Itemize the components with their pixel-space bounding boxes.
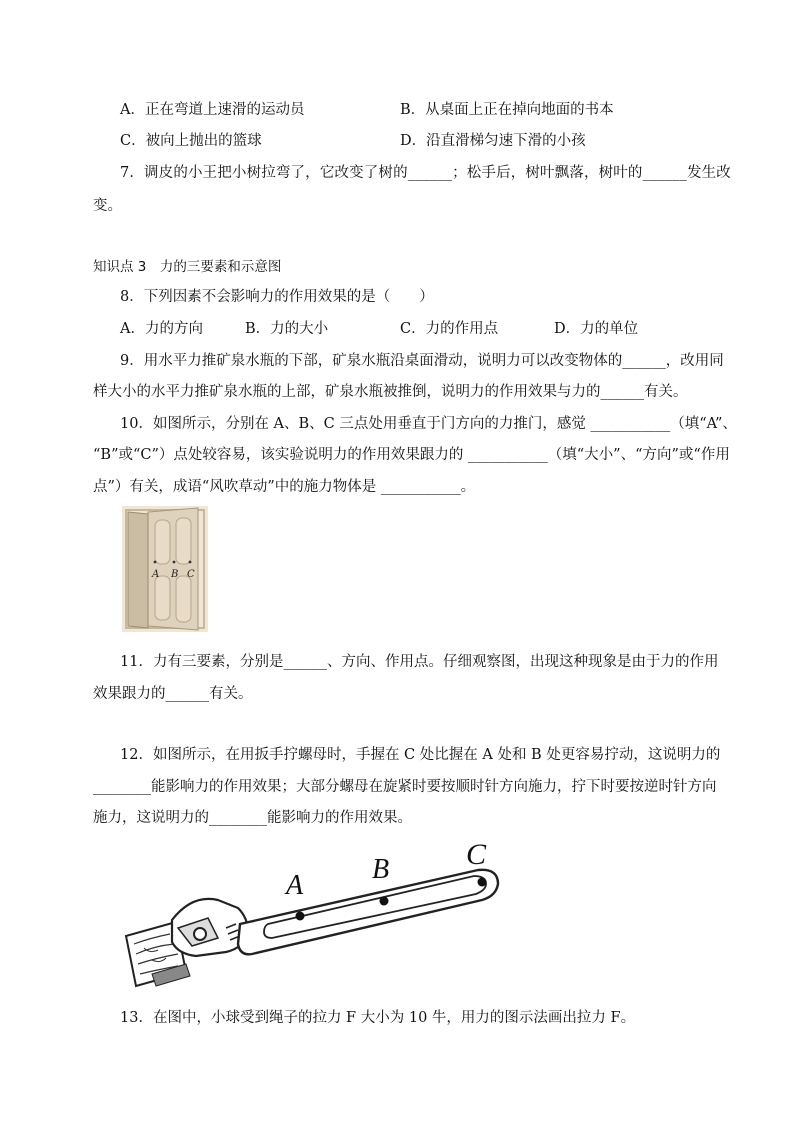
wrench-label-a: A: [286, 870, 304, 901]
q10-line1: 10．如图所示，分别在 A、B、C 三点处用垂直于门方向的力推门，感觉 ___________（填“A”、: [120, 416, 737, 432]
door-label-c: C: [187, 569, 195, 580]
q6-option-c: C．被向上抛出的篮球: [120, 133, 262, 149]
wrench-label-c: C: [466, 838, 487, 871]
door-label-b: B: [171, 569, 179, 580]
q8-stem: 8．下列因素不会影响力的作用效果的是（ ）: [120, 289, 434, 305]
q6-option-d: D．沿直滑梯匀速下滑的小孩: [400, 133, 586, 149]
wrench-illustration: [122, 836, 502, 1000]
q12-line3: 施力，这说明力的________能影响力的作用效果。: [93, 810, 412, 826]
q8-option-d: D．力的单位: [554, 321, 639, 337]
section-heading: 知识点 3 力的三要素和示意图: [93, 259, 282, 275]
q8-option-b: B．力的大小: [245, 321, 329, 337]
q10-line3: 点”）有关，成语“风吹草动”中的施力物体是 ___________。: [93, 479, 476, 495]
q13-line1: 13．在图中，小球受到绳子的拉力 F 大小为 10 牛，用力的图示法画出拉力 F。: [120, 1010, 636, 1026]
door-illustration: [122, 506, 208, 632]
door-figure: [122, 506, 208, 632]
q8-option-c: C．力的作用点: [400, 321, 499, 337]
q10-line2: “B”或“C”）点处较容易，该实验说明力的作用效果跟力的 ___________（填“大小”、“方向”或“作用: [93, 447, 730, 463]
q6-option-a: A．正在弯道上速滑的运动员: [120, 102, 305, 118]
q7-line2: 变。: [93, 198, 122, 214]
q12-line1: 12．如图所示，在用扳手拧螺母时，手握在 C 处比握在 A 处和 B 处更容易拧动，这说明力的: [120, 747, 721, 763]
q8-option-a: A．力的方向: [120, 321, 203, 337]
q9-line1: 9．用水平力推矿泉水瓶的下部，矿泉水瓶沿桌面滑动，说明力可以改变物体的______，改用同: [120, 353, 724, 369]
wrench-figure: [122, 836, 502, 1000]
wrench-label-b: B: [372, 854, 390, 885]
q7-line1: 7．调皮的小王把小树拉弯了，它改变了树的______；松手后，树叶飘落，树叶的______发生改: [120, 165, 731, 181]
q11-line2: 效果跟力的______有关。: [93, 686, 253, 702]
q11-line1: 11．力有三要素，分别是______、方向、作用点。仔细观察图，出现这种现象是由于力的作用: [120, 654, 719, 670]
q6-option-b: B．从桌面上正在掉向地面的书本: [400, 102, 614, 118]
q9-line2: 样大小的水平力推矿泉水瓶的上部，矿泉水瓶被推倒，说明力的作用效果与力的______有关。: [93, 384, 688, 400]
door-label-a: A: [152, 569, 160, 580]
q12-line2: ________能影响力的作用效果；大部分螺母在旋紧时要按顺时针方向施力，拧下时要按逆时针方向: [93, 779, 717, 795]
